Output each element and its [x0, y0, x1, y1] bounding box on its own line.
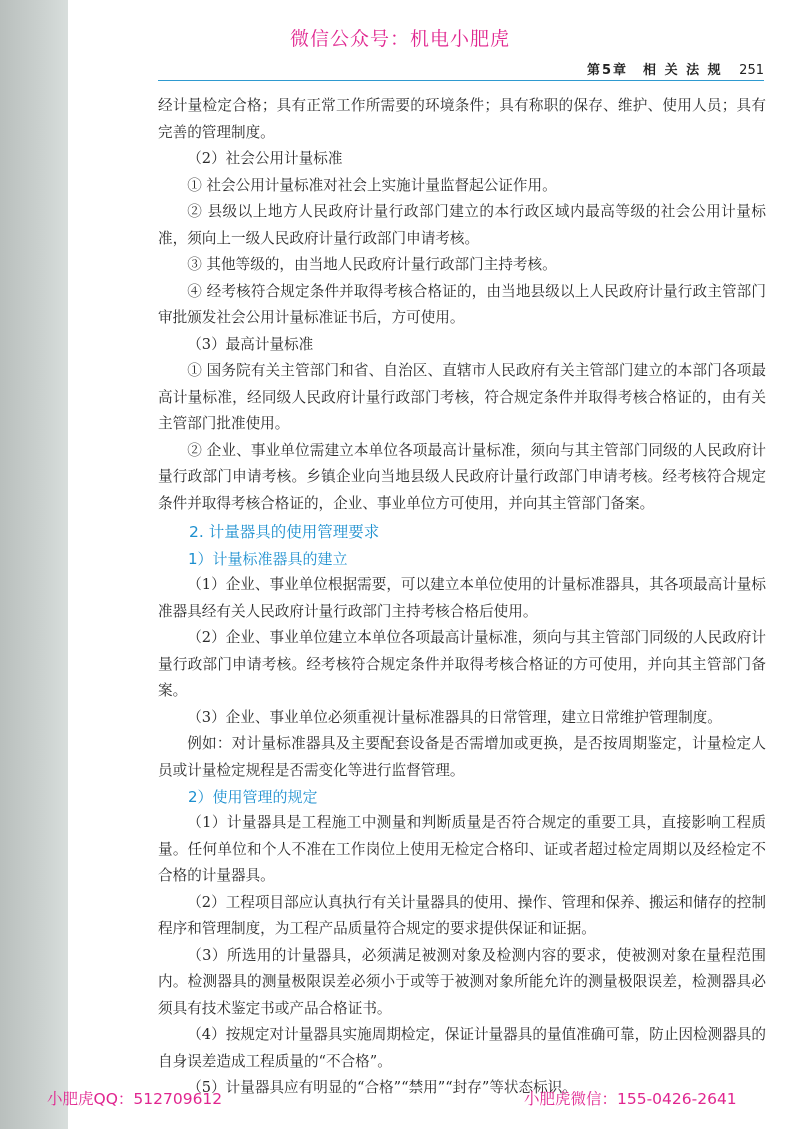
page-edge-shadow	[0, 0, 68, 1129]
paragraph: 经计量检定合格；具有正常工作所需要的环境条件；具有称职的保存、维护、使用人员；具有完善的管理制度。	[158, 97, 766, 141]
chapter-title: 第5章 相 关 法 规	[587, 63, 723, 78]
subsection-heading: 1）计量标准器具的建立	[188, 550, 348, 568]
paragraph: （5）计量器具应有明显的“合格”“禁用”“封存”等状态标识。	[187, 1079, 577, 1096]
paragraph: （3）最高计量标准	[187, 335, 314, 353]
paragraph: （2）企业、事业单位建立本单位各项最高计量标准，须向与其主管部门同级的人民政府计量行政部门申请考核。经考核符合规定条件并取得考核合格证的方可使用，并向其主管部门备案。	[158, 629, 766, 699]
watermark-wechat: 小肥虎微信：155-0426-2641	[524, 1090, 737, 1108]
paragraph: （3）企业、事业单位必须重视计量标准器具的日常管理，建立日常维护管理制度。	[187, 708, 722, 726]
body-text	[158, 93, 766, 1102]
header-rule	[158, 80, 764, 81]
section-heading: 2. 计量器具的使用管理要求	[189, 523, 380, 541]
paragraph: （2）工程项目部应认真执行有关计量器具的使用、操作、管理和保养、搬运和储存的控制程序和管理制度，为工程产品质量符合规定的要求提供保证和证据。	[158, 893, 766, 937]
paragraph: ② 县级以上地方人民政府计量行政部门建立的本行政区域内最高等级的社会公用计量标准，须向上一级人民政府计量行政部门申请考核。	[158, 203, 766, 247]
running-header	[587, 59, 764, 78]
watermark-qq: 小肥虎QQ：512709612	[47, 1090, 223, 1108]
paragraph: 例如：对计量标准器具及主要配套设备是否需增加或更换，是否按周期鉴定，计量检定人员或计量检定规程是否需变化等进行监督管理。	[158, 735, 766, 779]
paragraph: ① 国务院有关主管部门和省、自治区、直辖市人民政府有关主管部门建立的本部门各项最高计量标准，经同级人民政府计量行政部门考核，符合规定条件并取得考核合格证的，由有关主管部门批准使用。	[158, 362, 766, 432]
paragraph: （4）按规定对计量器具实施周期检定，保证计量器具的量值准确可靠，防止因检测器具的自身误差造成工程质量的“不合格”。	[158, 1026, 766, 1070]
subsection-heading: 2）使用管理的规定	[188, 788, 318, 806]
watermark-wechat-account: 微信公众号：机电小肥虎	[289, 28, 510, 50]
paragraph: （2）社会公用计量标准	[187, 150, 343, 167]
paragraph: （1）企业、事业单位根据需要，可以建立本单位使用的计量标准器具，其各项最高计量标准器具经有关人民政府计量行政部门主持考核合格后使用。	[158, 576, 766, 620]
paragraph: ③ 其他等级的，由当地人民政府计量行政部门主持考核。	[187, 256, 557, 273]
paragraph: ② 企业、事业单位需建立本单位各项最高计量标准，须向与其主管部门同级的人民政府计量行政部门申请考核。乡镇企业向当地县级人民政府计量行政部门申请考核。经考核符合规定条件并取得考核合格证的，企业、事业单位方可使用，并向其主管部门备案。	[158, 441, 766, 512]
paragraph: ① 社会公用计量标准对社会上实施计量监督起公证作用。	[187, 176, 557, 194]
paragraph: （3）所选用的计量器具，必须满足被测对象及检测内容的要求，使被测对象在量程范围内。检测器具的测量极限误差必须小于或等于被测对象所能允许的测量极限误差，检测器具必须具有技术鉴定书或产品合格证书。	[158, 946, 766, 1017]
paragraph: ④ 经考核符合规定条件并取得考核合格证的，由当地县级以上人民政府计量行政主管部门审批颁发社会公用计量标准证书后，方可使用。	[158, 282, 766, 326]
paragraph: （1）计量器具是工程施工中测量和判断质量是否符合规定的重要工具，直接影响工程质量。任何单位和个人不准在工作岗位上使用无检定合格印、证或者超过检定周期以及经检定不合格的计量器具。	[158, 814, 766, 884]
page-number: 251	[739, 63, 764, 78]
